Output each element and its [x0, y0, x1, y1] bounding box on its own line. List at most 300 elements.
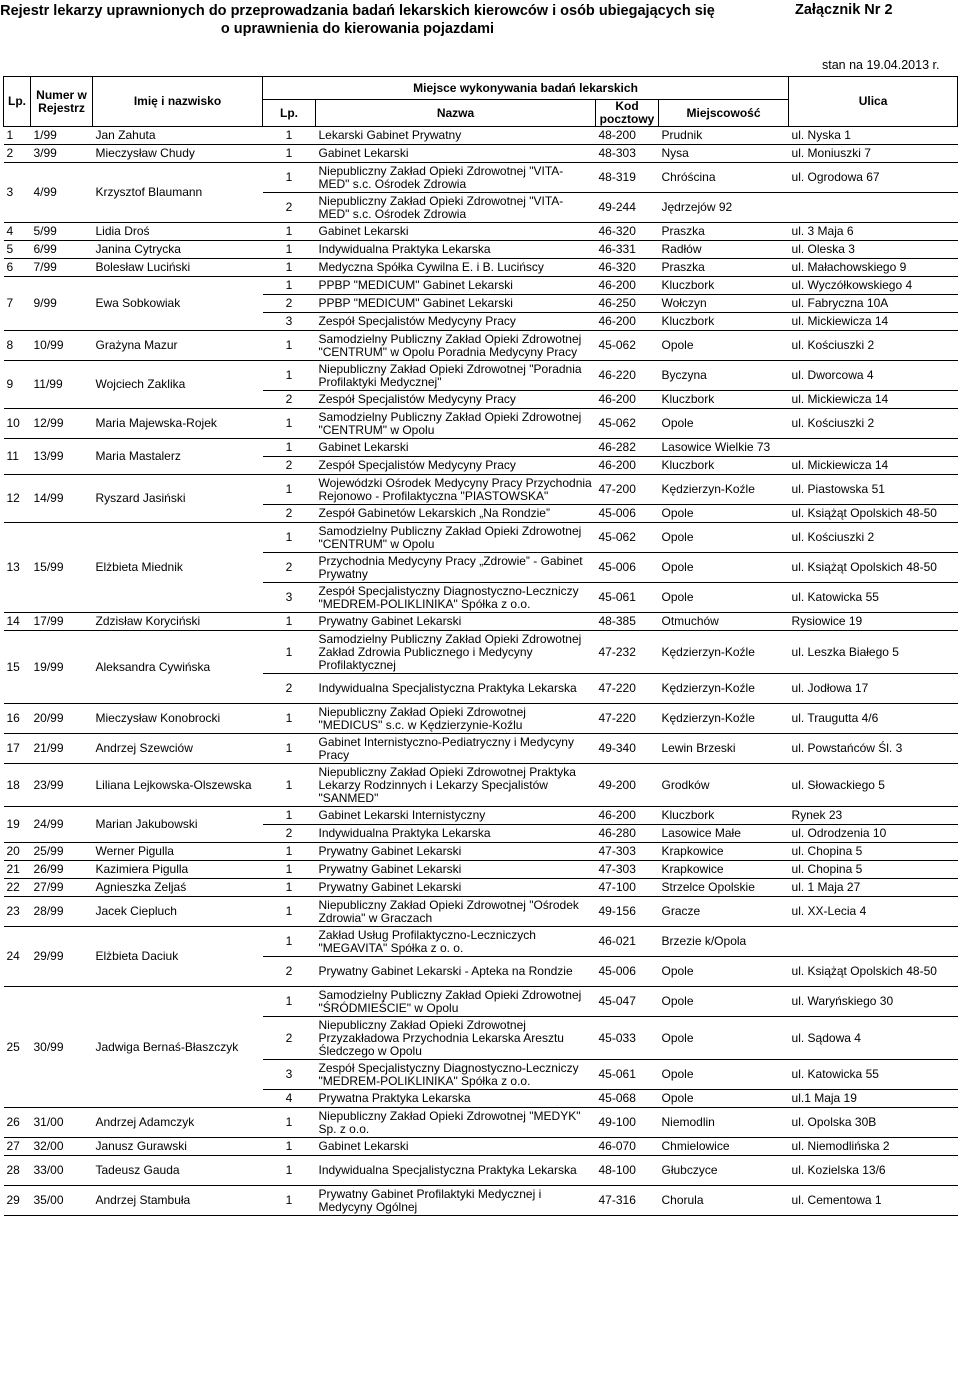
place-city: Chmielowice	[659, 1138, 789, 1156]
place-street: ul. Opolska 30B	[789, 1108, 958, 1138]
title-line-2: o uprawnienia do kierowania pojazdami	[220, 21, 495, 37]
status-date: stan na 19.04.2013 r.	[822, 58, 940, 72]
row-lp: 3	[4, 163, 31, 223]
place-postal-code: 45-062	[596, 331, 659, 361]
place-city: Nysa	[659, 145, 789, 163]
place-street: ul. Katowicka 55	[789, 583, 958, 613]
table-row	[4, 734, 958, 764]
place-postal-code: 46-021	[596, 927, 659, 957]
col-header-lp: Lp.	[4, 77, 31, 127]
row-register-number: 4/99	[31, 163, 93, 223]
place-street: ul. Mickiewicza 14	[789, 457, 958, 475]
place-street: ul. Kościuszki 2	[789, 409, 958, 439]
row-doctor-name: Mieczysław Konobrocki	[93, 704, 263, 734]
place-number: 1	[263, 223, 316, 241]
row-register-number: 33/00	[31, 1156, 93, 1186]
place-postal-code: 49-200	[596, 764, 659, 807]
table-row	[4, 241, 958, 259]
row-register-number: 7/99	[31, 259, 93, 277]
place-number: 3	[263, 583, 316, 613]
table-row	[4, 987, 958, 1017]
place-city: Krapkowice	[659, 843, 789, 861]
row-register-number: 21/99	[31, 734, 93, 764]
row-lp: 23	[4, 897, 31, 927]
place-number: 3	[263, 313, 316, 331]
place-postal-code: 45-061	[596, 1060, 659, 1090]
table-row	[4, 277, 958, 295]
place-postal-code: 49-100	[596, 1108, 659, 1138]
place-name: Niepubliczny Zakład Opieki Zdrowotnej "Ośrodek Zdrowia" w Graczach	[316, 897, 596, 927]
place-street: ul. Wyczółkowskiego 4	[789, 277, 958, 295]
row-doctor-name: Jacek Ciepluch	[93, 897, 263, 927]
table-row	[4, 1138, 958, 1156]
place-postal-code: 45-047	[596, 987, 659, 1017]
place-name: Samodzielny Publiczny Zakład Opieki Zdrowotnej "CENTRUM" w Opolu Poradnia Medycyny Pracy	[316, 331, 596, 361]
row-register-number: 3/99	[31, 145, 93, 163]
row-lp: 24	[4, 927, 31, 987]
place-postal-code: 47-100	[596, 879, 659, 897]
table-row	[4, 409, 958, 439]
place-number: 1	[263, 631, 316, 674]
place-postal-code: 48-100	[596, 1156, 659, 1186]
row-register-number: 14/99	[31, 475, 93, 523]
table-row	[4, 163, 958, 193]
place-name: Niepubliczny Zakład Opieki Zdrowotnej Przyzakładowa Przychodnia Lekarska Aresztu Śledczego w Opolu	[316, 1017, 596, 1060]
place-city: Jędrzejów 92	[659, 193, 789, 223]
place-postal-code: 46-280	[596, 825, 659, 843]
row-doctor-name: Ewa Sobkowiak	[93, 277, 263, 331]
place-city: Grodków	[659, 764, 789, 807]
place-number: 1	[263, 409, 316, 439]
place-name: Medyczna Spółka Cywilna E. i B. Lucińscy	[316, 259, 596, 277]
row-register-number: 1/99	[31, 127, 93, 145]
place-city: Kędzierzyn-Koźle	[659, 475, 789, 505]
place-street: ul. Kozielska 13/6	[789, 1156, 958, 1186]
row-doctor-name: Bolesław Luciński	[93, 259, 263, 277]
row-doctor-name: Mieczysław Chudy	[93, 145, 263, 163]
place-name: Prywatny Gabinet Lekarski	[316, 879, 596, 897]
col-header-miejsce: Miejsce wykonywania badań lekarskich	[263, 77, 789, 100]
row-register-number: 19/99	[31, 631, 93, 704]
place-city: Gracze	[659, 897, 789, 927]
place-postal-code: 46-070	[596, 1138, 659, 1156]
row-doctor-name: Ryszard Jasiński	[93, 475, 263, 523]
place-postal-code: 45-006	[596, 505, 659, 523]
place-street	[789, 927, 958, 957]
place-street: ul. Sądowa 4	[789, 1017, 958, 1060]
row-register-number: 10/99	[31, 331, 93, 361]
place-number: 1	[263, 475, 316, 505]
row-lp: 22	[4, 879, 31, 897]
place-street	[789, 439, 958, 457]
document-title	[0, 2, 715, 38]
row-lp: 21	[4, 861, 31, 879]
table-row	[4, 439, 958, 457]
place-number: 2	[263, 295, 316, 313]
place-city: Kluczbork	[659, 391, 789, 409]
place-postal-code: 48-319	[596, 163, 659, 193]
row-lp: 16	[4, 704, 31, 734]
place-city: Kluczbork	[659, 807, 789, 825]
row-lp: 5	[4, 241, 31, 259]
table-row	[4, 145, 958, 163]
row-register-number: 5/99	[31, 223, 93, 241]
place-number: 1	[263, 807, 316, 825]
place-name: Prywatny Gabinet Lekarski	[316, 613, 596, 631]
place-street: ul. Ogrodowa 67	[789, 163, 958, 193]
place-street: ul. Książąt Opolskich 48-50	[789, 553, 958, 583]
place-city: Niemodlin	[659, 1108, 789, 1138]
place-street: ul. XX-Lecia 4	[789, 897, 958, 927]
annex-label: Załącznik Nr 2	[795, 2, 893, 18]
row-register-number: 24/99	[31, 807, 93, 843]
place-postal-code: 48-200	[596, 127, 659, 145]
place-postal-code: 46-200	[596, 277, 659, 295]
row-register-number: 30/99	[31, 987, 93, 1108]
place-number: 2	[263, 391, 316, 409]
place-name: Gabinet Lekarski	[316, 223, 596, 241]
col-header-miejscowosc: Miejscowość	[659, 100, 789, 127]
place-city: Opole	[659, 553, 789, 583]
row-lp: 7	[4, 277, 31, 331]
row-doctor-name: Janusz Gurawski	[93, 1138, 263, 1156]
place-street: ul. Dworcowa 4	[789, 361, 958, 391]
place-city: Chorula	[659, 1186, 789, 1216]
row-lp: 26	[4, 1108, 31, 1138]
row-doctor-name: Grażyna Mazur	[93, 331, 263, 361]
row-doctor-name: Wojciech Zaklika	[93, 361, 263, 409]
place-postal-code: 46-331	[596, 241, 659, 259]
place-name: PPBP "MEDICUM" Gabinet Lekarski	[316, 277, 596, 295]
place-number: 1	[263, 897, 316, 927]
place-name: Samodzielny Publiczny Zakład Opieki Zdrowotnej "CENTRUM" w Opolu	[316, 409, 596, 439]
place-street: Rysiowice 19	[789, 613, 958, 631]
table-row	[4, 1156, 958, 1186]
place-number: 1	[263, 1156, 316, 1186]
place-number: 4	[263, 1090, 316, 1108]
place-name: Prywatny Gabinet Lekarski	[316, 861, 596, 879]
row-lp: 10	[4, 409, 31, 439]
place-city: Lasowice Małe	[659, 825, 789, 843]
row-register-number: 32/00	[31, 1138, 93, 1156]
place-street: ul. Waryńskiego 30	[789, 987, 958, 1017]
place-name: PPBP "MEDICUM" Gabinet Lekarski	[316, 295, 596, 313]
place-name: Gabinet Internistyczno-Pediatryczny i Medycyny Pracy	[316, 734, 596, 764]
row-doctor-name: Tadeusz Gauda	[93, 1156, 263, 1186]
place-street: ul. Nyska 1	[789, 127, 958, 145]
place-name: Zespół Specjalistów Medycyny Pracy	[316, 457, 596, 475]
place-street: ul. Oleska 3	[789, 241, 958, 259]
table-row	[4, 259, 958, 277]
row-doctor-name: Krzysztof Blaumann	[93, 163, 263, 223]
place-street: ul. Traugutta 4/6	[789, 704, 958, 734]
place-name: Prywatna Praktyka Lekarska	[316, 1090, 596, 1108]
place-street: ul. Odrodzenia 10	[789, 825, 958, 843]
place-city: Otmuchów	[659, 613, 789, 631]
place-postal-code: 45-006	[596, 553, 659, 583]
place-number: 1	[263, 523, 316, 553]
place-street: ul. Kościuszki 2	[789, 523, 958, 553]
place-postal-code: 45-006	[596, 957, 659, 987]
table-row	[4, 861, 958, 879]
place-postal-code: 48-385	[596, 613, 659, 631]
place-number: 1	[263, 987, 316, 1017]
place-number: 1	[263, 704, 316, 734]
place-city: Opole	[659, 583, 789, 613]
place-street: ul. Mickiewicza 14	[789, 313, 958, 331]
place-postal-code: 46-200	[596, 313, 659, 331]
row-doctor-name: Zdzisław Koryciński	[93, 613, 263, 631]
place-name: Zespół Specjalistów Medycyny Pracy	[316, 313, 596, 331]
row-lp: 2	[4, 145, 31, 163]
place-street: ul. 3 Maja 6	[789, 223, 958, 241]
place-name: Gabinet Lekarski Internistyczny	[316, 807, 596, 825]
place-name: Samodzielny Publiczny Zakład Opieki Zdrowotnej "CENTRUM" w Opolu	[316, 523, 596, 553]
place-street: ul. Książąt Opolskich 48-50	[789, 957, 958, 987]
col-header-imie: Imię i nazwisko	[93, 77, 263, 127]
place-city: Wołczyn	[659, 295, 789, 313]
row-lp: 19	[4, 807, 31, 843]
place-postal-code: 46-220	[596, 361, 659, 391]
place-name: Indywidualna Specjalistyczna Praktyka Lekarska	[316, 1156, 596, 1186]
row-lp: 27	[4, 1138, 31, 1156]
place-street: ul. Słowackiego 5	[789, 764, 958, 807]
row-lp: 15	[4, 631, 31, 704]
place-name: Niepubliczny Zakład Opieki Zdrowotnej "Poradnia Profilaktyki Medycznej"	[316, 361, 596, 391]
place-city: Kędzierzyn-Koźle	[659, 631, 789, 674]
table-row	[4, 331, 958, 361]
place-city: Brzezie k/Opola	[659, 927, 789, 957]
register-table	[3, 76, 958, 1216]
place-city: Praszka	[659, 259, 789, 277]
register-body	[4, 127, 958, 1216]
row-lp: 29	[4, 1186, 31, 1216]
place-name: Lekarski Gabinet Prywatny	[316, 127, 596, 145]
place-number: 1	[263, 163, 316, 193]
row-lp: 9	[4, 361, 31, 409]
place-postal-code: 45-061	[596, 583, 659, 613]
row-lp: 6	[4, 259, 31, 277]
row-doctor-name: Andrzej Stambuła	[93, 1186, 263, 1216]
row-register-number: 27/99	[31, 879, 93, 897]
table-row	[4, 764, 958, 807]
place-street: ul. Jodłowa 17	[789, 674, 958, 704]
place-postal-code: 47-303	[596, 861, 659, 879]
row-register-number: 29/99	[31, 927, 93, 987]
place-name: Zespół Gabinetów Lekarskich „Na Rondzie”	[316, 505, 596, 523]
row-register-number: 12/99	[31, 409, 93, 439]
place-number: 1	[263, 1138, 316, 1156]
place-number: 2	[263, 553, 316, 583]
row-lp: 17	[4, 734, 31, 764]
row-register-number: 28/99	[31, 897, 93, 927]
row-lp: 14	[4, 613, 31, 631]
row-lp: 8	[4, 331, 31, 361]
place-number: 1	[263, 927, 316, 957]
place-city: Kluczbork	[659, 457, 789, 475]
place-postal-code: 46-200	[596, 807, 659, 825]
row-doctor-name: Aleksandra Cywińska	[93, 631, 263, 704]
place-name: Niepubliczny Zakład Opieki Zdrowotnej "MEDYK" Sp. z o.o.	[316, 1108, 596, 1138]
row-doctor-name: Maria Majewska-Rojek	[93, 409, 263, 439]
table-row	[4, 223, 958, 241]
place-number: 1	[263, 613, 316, 631]
place-name: Indywidualna Praktyka Lekarska	[316, 241, 596, 259]
place-city: Głubczyce	[659, 1156, 789, 1186]
place-street: ul.1 Maja 19	[789, 1090, 958, 1108]
place-street: ul. Cementowa 1	[789, 1186, 958, 1216]
place-name: Gabinet Lekarski	[316, 439, 596, 457]
place-name: Samodzielny Publiczny Zakład Opieki Zdrowotnej Zakład Zdrowia Publicznego i Medycyny Profilaktycznej	[316, 631, 596, 674]
place-postal-code: 47-303	[596, 843, 659, 861]
row-register-number: 20/99	[31, 704, 93, 734]
row-lp: 25	[4, 987, 31, 1108]
place-number: 1	[263, 861, 316, 879]
place-name: Wojewódzki Ośrodek Medycyny Pracy Przychodnia Rejonowo - Profilaktyczna "PIASTOWSKA"	[316, 475, 596, 505]
place-city: Prudnik	[659, 127, 789, 145]
place-city: Opole	[659, 957, 789, 987]
place-street: ul. Małachowskiego 9	[789, 259, 958, 277]
place-postal-code: 46-320	[596, 259, 659, 277]
col-header-lp2: Lp.	[263, 100, 316, 127]
place-name: Przychodnia Medycyny Pracy „Zdrowie” - Gabinet Prywatny	[316, 553, 596, 583]
table-row	[4, 127, 958, 145]
place-street: ul. Chopina 5	[789, 861, 958, 879]
place-postal-code: 47-220	[596, 674, 659, 704]
row-doctor-name: Jan Zahuta	[93, 127, 263, 145]
row-lp: 20	[4, 843, 31, 861]
row-lp: 4	[4, 223, 31, 241]
place-number: 1	[263, 241, 316, 259]
place-name: Gabinet Lekarski	[316, 145, 596, 163]
place-street: ul. Powstańców Śl. 3	[789, 734, 958, 764]
place-city: Praszka	[659, 223, 789, 241]
table-row	[4, 523, 958, 553]
place-number: 1	[263, 127, 316, 145]
place-number: 2	[263, 957, 316, 987]
col-header-kod: Kod pocztowy	[596, 100, 659, 127]
row-doctor-name: Liliana Lejkowska-Olszewska	[93, 764, 263, 807]
table-row	[4, 879, 958, 897]
place-city: Opole	[659, 1060, 789, 1090]
place-street: ul. Leszka Białego 5	[789, 631, 958, 674]
place-street: ul. Mickiewicza 14	[789, 391, 958, 409]
row-register-number: 11/99	[31, 361, 93, 409]
place-street: ul. Katowicka 55	[789, 1060, 958, 1090]
table-row	[4, 843, 958, 861]
table-row	[4, 807, 958, 825]
place-city: Radłów	[659, 241, 789, 259]
place-street: ul. Chopina 5	[789, 843, 958, 861]
place-number: 1	[263, 361, 316, 391]
place-name: Samodzielny Publiczny Zakład Opieki Zdrowotnej "ŚRÓDMIEŚCIE" w Opolu	[316, 987, 596, 1017]
row-register-number: 23/99	[31, 764, 93, 807]
place-street: ul. Kościuszki 2	[789, 331, 958, 361]
place-city: Kluczbork	[659, 313, 789, 331]
place-name: Niepubliczny Zakład Opieki Zdrowotnej "VITA-MED" s.c. Ośrodek Zdrowia	[316, 193, 596, 223]
place-city: Opole	[659, 409, 789, 439]
place-street: ul. Piastowska 51	[789, 475, 958, 505]
table-row	[4, 475, 958, 505]
place-name: Zakład Usług Profilaktyczno-Leczniczych "MEGAVITA" Spółka z o. o.	[316, 927, 596, 957]
row-register-number: 35/00	[31, 1186, 93, 1216]
row-doctor-name: Andrzej Adamczyk	[93, 1108, 263, 1138]
place-postal-code: 48-303	[596, 145, 659, 163]
table-row	[4, 704, 958, 734]
place-street: ul. 1 Maja 27	[789, 879, 958, 897]
place-postal-code: 46-250	[596, 295, 659, 313]
place-number: 2	[263, 674, 316, 704]
place-city: Byczyna	[659, 361, 789, 391]
row-doctor-name: Jadwiga Bernaś-Błaszczyk	[93, 987, 263, 1108]
place-name: Zespół Specjalistów Medycyny Pracy	[316, 391, 596, 409]
place-postal-code: 49-156	[596, 897, 659, 927]
col-header-ulica: Ulica	[789, 77, 958, 127]
place-number: 1	[263, 331, 316, 361]
place-city: Kędzierzyn-Koźle	[659, 704, 789, 734]
place-name: Niepubliczny Zakład Opieki Zdrowotnej "VITA-MED" s.c. Ośrodek Zdrowia	[316, 163, 596, 193]
place-name: Niepubliczny Zakład Opieki Zdrowotnej Praktyka Lekarzy Rodzinnych i Lekarzy Specjalistów "SANMED"	[316, 764, 596, 807]
place-number: 2	[263, 457, 316, 475]
place-name: Indywidualna Specjalistyczna Praktyka Lekarska	[316, 674, 596, 704]
place-number: 1	[263, 1186, 316, 1216]
place-number: 1	[263, 734, 316, 764]
row-doctor-name: Elżbieta Miednik	[93, 523, 263, 613]
table-row	[4, 631, 958, 674]
row-doctor-name: Agnieszka Zeljaś	[93, 879, 263, 897]
place-city: Lewin Brzeski	[659, 734, 789, 764]
place-street: ul. Niemodlińska 2	[789, 1138, 958, 1156]
place-postal-code: 46-200	[596, 391, 659, 409]
place-postal-code: 49-340	[596, 734, 659, 764]
place-number: 3	[263, 1060, 316, 1090]
row-lp: 28	[4, 1156, 31, 1186]
place-name: Prywatny Gabinet Lekarski - Apteka na Rondzie	[316, 957, 596, 987]
place-city: Chróścina	[659, 163, 789, 193]
place-name: Niepubliczny Zakład Opieki Zdrowotnej "MEDICUS" s.c. w Kędzierzynie-Koźlu	[316, 704, 596, 734]
place-number: 1	[263, 1108, 316, 1138]
row-register-number: 31/00	[31, 1108, 93, 1138]
col-header-numer: Numer w Rejestrz	[31, 77, 93, 127]
place-postal-code: 47-316	[596, 1186, 659, 1216]
place-number: 1	[263, 764, 316, 807]
place-city: Opole	[659, 505, 789, 523]
place-name: Indywidualna Praktyka Lekarska	[316, 825, 596, 843]
row-register-number: 25/99	[31, 843, 93, 861]
place-city: Opole	[659, 331, 789, 361]
place-postal-code: 45-033	[596, 1017, 659, 1060]
row-lp: 12	[4, 475, 31, 523]
row-register-number: 9/99	[31, 277, 93, 331]
row-lp: 18	[4, 764, 31, 807]
place-number: 2	[263, 505, 316, 523]
row-lp: 11	[4, 439, 31, 475]
place-city: Opole	[659, 523, 789, 553]
place-street	[789, 193, 958, 223]
place-city: Opole	[659, 1017, 789, 1060]
row-doctor-name: Andrzej Szewciów	[93, 734, 263, 764]
place-postal-code: 47-220	[596, 704, 659, 734]
place-city: Opole	[659, 1090, 789, 1108]
row-doctor-name: Kazimiera Pigulla	[93, 861, 263, 879]
place-city: Krapkowice	[659, 861, 789, 879]
table-row	[4, 613, 958, 631]
place-city: Kędzierzyn-Koźle	[659, 674, 789, 704]
place-number: 2	[263, 193, 316, 223]
row-register-number: 15/99	[31, 523, 93, 613]
row-register-number: 26/99	[31, 861, 93, 879]
place-street: ul. Fabryczna 10A	[789, 295, 958, 313]
